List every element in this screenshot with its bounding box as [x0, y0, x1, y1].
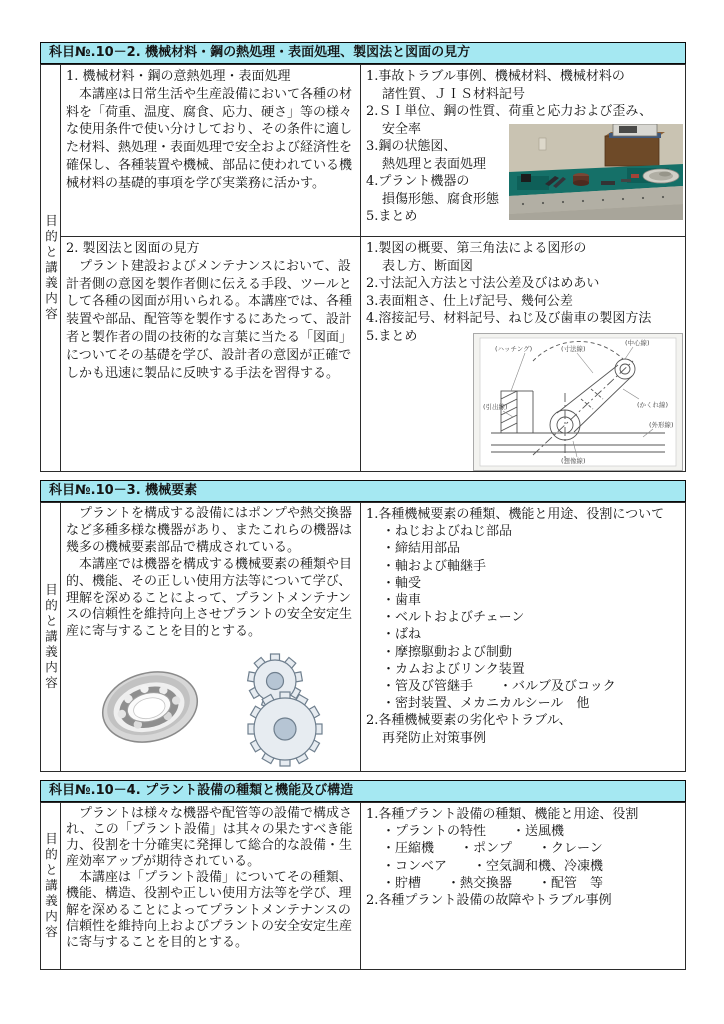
content-line-list: [366, 240, 680, 345]
content-line: ・プラントの特性 ・送風機: [382, 824, 565, 840]
content-line: 安全率: [382, 121, 422, 137]
section-1-content-cell-1: [361, 65, 685, 236]
content-line: 損傷形態、腐食形態: [382, 191, 500, 207]
content-line: 4.プラント機器の: [366, 174, 470, 189]
content-line: 2.寸法記入方法と寸法公差及びはめあい: [366, 276, 600, 291]
gears-graphic: [233, 653, 329, 767]
drawing-label: (寸法線): [561, 345, 586, 353]
technical-drawing-graphic: [473, 333, 683, 471]
content-line: 熱処理と表面処理: [382, 156, 487, 172]
section-1-content-cell-2: [361, 236, 685, 471]
section-2-content-cell: [361, 503, 685, 771]
section-1-vertical-label-cell: [41, 65, 61, 471]
purpose-paragraph: プラントは様々な機器や配管等の設備で構成され、この「プラント設備」は其々の果たすべき能力、役割を十分確実に発揮して総合的な設備・生産効率アップが期待されている。: [66, 806, 353, 870]
content-line: ・カムおよびリンク装置: [382, 661, 525, 677]
content-line: 5.まとめ: [366, 328, 418, 344]
content-line: 諸性質、ＪＩＳ材料記号: [382, 86, 526, 102]
vertical-label: 目的と講義内容: [43, 213, 59, 323]
section-1-purpose-cell-2: [61, 236, 361, 471]
content-line: ・管及び管継手 ・バルブ及びコック: [382, 679, 616, 695]
bearing-photo-graphic: [97, 661, 203, 753]
vertical-label: 目的と講義内容: [43, 582, 59, 692]
content-line: 再発防止対策事例: [382, 730, 487, 746]
content-line: 1.事故トラブル事例、機械材料、機械材料の: [366, 69, 625, 84]
content-line-list: [366, 806, 680, 909]
drawing-label: (想像線): [561, 457, 586, 465]
purpose-paragraph: 本講座は日常生活や生産設備において各種の材料を「荷重、温度、腐食、応力、硬さ」等の様々な使用条件で使い分けしており、その条件に適した材料、熱処理・表面処理で安全および経済性を確保し、各種装置や機械、部品に使われている機械材料の基礎的事項を学び実業務に活かす。: [66, 86, 353, 191]
content-line-list: [366, 506, 680, 747]
content-line: ・貯槽 ・熱交換器 ・配管 等: [382, 875, 604, 891]
content-line: ・ねじおよびねじ部品: [382, 524, 513, 540]
content-line: 1.製図の概要、第三角法による図形の: [366, 241, 587, 256]
content-line: 4.溶接記号、材料記号、ねじ及び歯車の製図方法: [366, 311, 652, 326]
drawing-label: (引出線): [483, 403, 508, 411]
bearing-photo: [97, 661, 203, 753]
gears-illustration: [233, 653, 329, 767]
content-line: 3.鋼の状態図、: [366, 139, 457, 154]
content-line: ・歯車: [382, 593, 422, 609]
purpose-paragraph: 本講座では機器を構成する機械要素の種類や目的、機能、その正しい使用方法等について学び、理解を深めることによって、プラントメンテナンスの信頼性を維持向上させプラントの安全安定生産に寄与することを目的とする。: [66, 556, 353, 640]
section-3-header: 科目№.10－4. プラント設備の種類と機能及び構造: [40, 780, 686, 802]
section-1-header: 科目№.10－2. 機械材料・鋼の熱処理・表面処理、製図法と図面の見方: [40, 42, 686, 64]
content-line: ・軸および軸継手: [382, 558, 487, 574]
content-line: 2.各種機械要素の劣化やトラブル、: [366, 713, 572, 729]
content-line: 2.ＳＩ単位、鋼の性質、荷重と応力および歪み、: [366, 104, 653, 119]
content-line: ・ベルトおよびチェーン: [382, 610, 525, 626]
content-line: 5.まとめ: [366, 209, 418, 224]
vertical-label: 目的と講義内容: [43, 831, 59, 941]
drawing-label: (外形線): [649, 421, 674, 429]
content-line: 1.各種プラント設備の種類、機能と用途、役割: [366, 807, 639, 822]
section-2-header: 科目№.10－3. 機械要素: [40, 480, 686, 502]
technical-drawing: [473, 333, 683, 471]
materials-photo-graphic: [509, 124, 683, 220]
drawing-label: (かくれ線): [637, 401, 669, 409]
left-heading: 1. 機械材料・鋼の意熱処理・表面処理: [66, 69, 291, 84]
content-line: 2.各種プラント設備の故障やトラブル事例: [366, 893, 612, 909]
content-line: 3.表面粗さ、仕上げ記号、幾何公差: [366, 293, 573, 309]
left-heading: 2. 製図法と図面の見方: [66, 241, 200, 256]
content-line: ・ばね: [382, 627, 422, 643]
content-line: ・締結用部品: [382, 541, 461, 557]
section-2-vertical-label-cell: [41, 503, 61, 771]
section-2-purpose-cell: [61, 503, 361, 771]
content-line: ・コンベア ・空気調和機、冷凍機: [382, 858, 604, 874]
materials-photo: [509, 124, 683, 220]
content-line: ・摩擦駆動および制動: [382, 644, 513, 660]
content-line: 1.各種機械要素の種類、機能と用途、役割について: [366, 507, 665, 522]
section-1-table: [40, 64, 686, 472]
content-line: ・密封装置、メカニカルシール 他: [382, 696, 590, 712]
content-line: ・圧縮機 ・ポンプ ・クレーン: [382, 841, 603, 857]
section-2-table: [40, 502, 686, 772]
content-line: ・軸受: [382, 575, 422, 591]
section-3-table: [40, 802, 686, 970]
section-3-vertical-label-cell: [41, 803, 61, 969]
purpose-paragraph: プラント建設およびメンテナンスにおいて、設計者側の意図を製作者側に伝える手段、ツールとして各種の図面が用いられる。本講座では、各種装置や部品、配管等を製作するにあたって、設計者と製作者の間の技術的な言葉に当たる「図面」についてその基礎を学び、設計者の意図が正確でしかも迅速に製品に反映する手法を習得する。: [66, 258, 353, 381]
content-line: 表し方、断面図: [382, 258, 474, 274]
purpose-paragraph: 本講座は「プラント設備」についてその種類、機能、構造、役割や正しい使用方法等を学び、理解を深めることによってプラントメンテナンスの信頼性を維持向上およびプラントの安全安定生産に寄与することを目的とする。: [66, 870, 353, 950]
section-3-content-cell: [361, 803, 685, 969]
purpose-paragraph: プラントを構成する設備にはポンプや熱交換器など多種多様な機器があり、またこれらの機器は幾多の機械要素部品で構成されている。: [66, 506, 353, 555]
drawing-label: (ハッチング): [495, 345, 533, 353]
section-3-purpose-cell: [61, 803, 361, 969]
section-1-purpose-cell-1: [61, 65, 361, 236]
drawing-label: (中心線): [625, 339, 650, 347]
